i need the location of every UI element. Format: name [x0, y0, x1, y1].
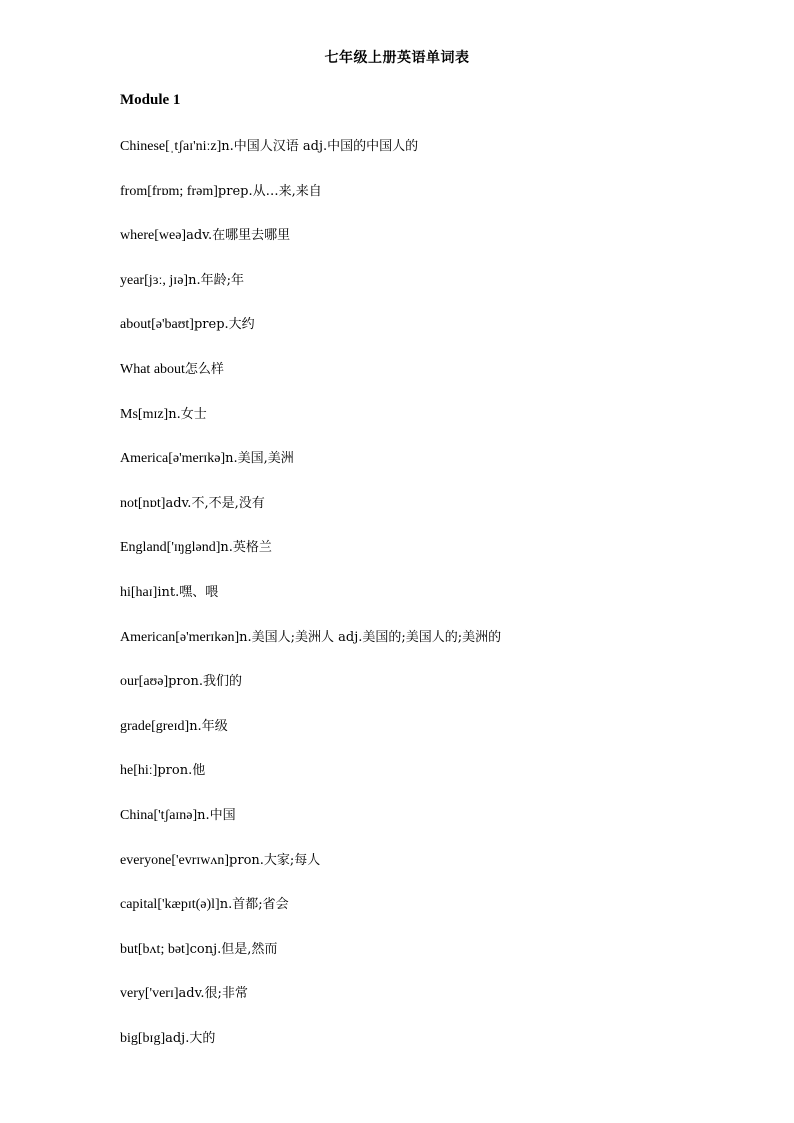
vocab-meaning: n.英格兰: [220, 540, 272, 556]
vocab-meaning: conj.但是,然而: [189, 941, 278, 957]
vocab-meaning: n.美国,美洲: [225, 451, 294, 467]
vocab-entry: [120, 360, 760, 405]
vocab-meaning: adj.大的: [165, 1030, 216, 1046]
vocab-entry: [120, 984, 760, 1029]
vocab-entry: [120, 137, 760, 182]
vocab-meaning: adv.在哪里去哪里: [186, 228, 291, 244]
vocab-phonetic: [frɒm; frəm]: [147, 183, 218, 199]
vocab-word: Chinese: [120, 139, 166, 154]
vocab-entry: [120, 628, 760, 673]
vocab-meaning: adv.很;非常: [178, 986, 248, 1002]
vocab-word: very: [120, 986, 145, 1002]
vocab-word: What about: [120, 361, 185, 377]
vocab-phonetic: [jɜː, jɪə]: [144, 272, 189, 288]
vocab-meaning: pron.我们的: [168, 674, 242, 690]
vocab-word: not: [120, 495, 138, 511]
vocab-meaning: n.首都;省会: [219, 897, 289, 913]
vocab-word: where: [120, 228, 155, 244]
page-title: 七年级上册英语单词表: [324, 51, 470, 66]
vocab-phonetic: [ə'baʊt]: [151, 317, 194, 333]
vocab-word: capital: [120, 897, 158, 913]
vocab-entry: [120, 672, 760, 717]
vocab-entry: [120, 449, 760, 494]
vocab-phonetic: [mɪz]: [137, 406, 169, 422]
vocab-entry: [120, 761, 760, 806]
vocab-meaning: 怎么样: [184, 361, 224, 377]
vocab-word: hi: [120, 584, 131, 600]
vocab-word: American: [120, 629, 176, 645]
vocab-word: grade: [120, 718, 152, 734]
vocab-meaning: int.嘿、喂: [157, 584, 219, 600]
vocab-word: America: [120, 451, 169, 467]
vocab-word: England: [120, 540, 167, 556]
vocabulary-list: [120, 137, 760, 1073]
vocab-meaning: pron.他: [157, 763, 206, 779]
vocab-meaning: n.女士: [168, 406, 207, 422]
vocab-entry: [120, 405, 760, 450]
vocab-phonetic: [greɪd]: [151, 718, 190, 734]
vocab-word: China: [120, 807, 154, 823]
vocab-entry: [120, 717, 760, 762]
vocab-meaning: n.中国人汉语 adj.中国的中国人的: [221, 139, 419, 154]
vocab-meaning: n.年级: [189, 718, 228, 734]
vocab-meaning: n.美国人;美洲人 adj.美国的;美国人的;美洲的: [239, 629, 502, 645]
vocab-phonetic: [bʌt; bət]: [137, 941, 190, 957]
vocab-word: from: [120, 183, 148, 199]
module-heading: Module 1: [120, 92, 181, 108]
vocab-entry: [120, 315, 760, 360]
vocab-phonetic: [nɒt]: [137, 495, 166, 511]
vocab-word: everyone: [120, 852, 172, 868]
vocab-word: he: [120, 763, 134, 779]
vocab-meaning: n.中国: [197, 807, 236, 823]
vocab-word: big: [120, 1030, 138, 1046]
vocab-meaning: prep.从…来,来自: [217, 183, 322, 199]
vocab-phonetic: ['tʃaɪnə]: [153, 807, 198, 823]
vocab-phonetic: [weə]: [154, 228, 187, 244]
vocab-word: about: [120, 317, 152, 333]
vocab-phonetic: ['kæpɪt(ə)l]: [157, 897, 220, 913]
vocab-word: Ms: [120, 406, 138, 422]
vocab-entry: [120, 583, 760, 628]
vocab-phonetic: [haɪ]: [130, 584, 158, 600]
vocab-phonetic: ['ɪŋglənd]: [166, 540, 221, 556]
vocab-meaning: adv.不,不是,没有: [165, 495, 265, 511]
vocab-entry: [120, 494, 760, 539]
vocab-entry: [120, 271, 760, 316]
vocab-phonetic: [ə'merɪkən]: [175, 629, 240, 645]
vocab-word: our: [120, 674, 139, 690]
vocab-word: but: [120, 941, 138, 957]
vocab-meaning: n.年龄;年: [188, 272, 244, 288]
vocab-phonetic: [hiː]: [133, 763, 158, 779]
vocab-phonetic: ['verɪ]: [144, 986, 179, 1002]
vocab-entry: [120, 538, 760, 583]
vocab-meaning: prep.大约: [193, 317, 255, 333]
vocab-entry: [120, 806, 760, 851]
vocab-entry: [120, 940, 760, 985]
vocab-phonetic: ['evrɪwʌn]: [171, 852, 230, 868]
vocab-entry: [120, 182, 760, 227]
vocab-phonetic: [ə'merɪkə]: [168, 451, 226, 467]
vocab-entry: [120, 895, 760, 940]
vocab-word: year: [120, 272, 145, 288]
vocab-entry: [120, 1029, 760, 1074]
vocab-entry: [120, 226, 760, 271]
vocab-meaning: pron.大家;每人: [229, 852, 321, 868]
vocab-phonetic: [bɪg]: [137, 1030, 166, 1046]
vocab-phonetic: [ˌtʃaɪ'niːz]: [165, 139, 222, 154]
vocab-entry: [120, 851, 760, 896]
vocab-phonetic: [aʊə]: [138, 674, 169, 690]
